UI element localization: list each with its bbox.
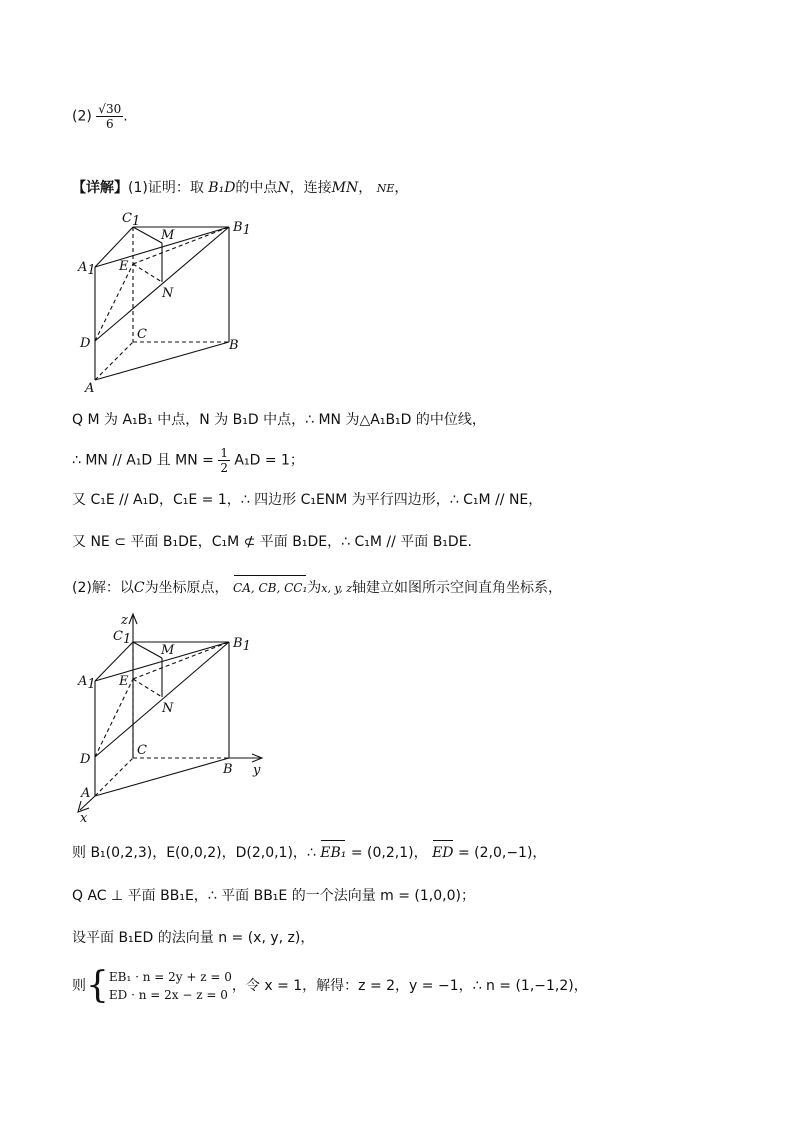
label-m-2: M (161, 643, 175, 658)
label-n: N (162, 286, 174, 301)
label-b: B (229, 338, 239, 353)
vector-eb1-value: = (0,2,1)， (350, 845, 428, 861)
coords-line (72, 843, 546, 863)
label-c: C (137, 327, 147, 342)
normal-m-line (72, 886, 475, 906)
axis-z-label: z (121, 613, 128, 628)
detail-text: (1)证明：取 (128, 180, 204, 196)
vector-ed: ED (432, 845, 454, 861)
equation-system (109, 968, 232, 1004)
axis-x-label: x (80, 811, 88, 825)
figure-prism-2 (70, 610, 280, 825)
label-m: M (161, 228, 175, 243)
part2-text-w: 为 (307, 580, 322, 596)
proof-line-2 (72, 446, 304, 475)
system-solution: ，令 x = 1，解得：z = 2，y = −1，∴ n = (1,−1,2)， (231, 978, 588, 994)
axes-xyz: x, y, z (321, 582, 353, 595)
math-mn: MN (331, 180, 359, 196)
proof-text-3: 又 C₁E // A₁D，C₁E = 1，∴ 四边形 C₁ENM 为平行四边形，∴ C₁M // NE， (72, 492, 543, 508)
proof-line-4 (72, 532, 472, 552)
system-line (72, 965, 588, 1006)
normal-n-line (72, 928, 314, 948)
equation-2: ED · n = 2x − z = 0 (108, 988, 228, 1002)
part2-text-b: 为坐标原点， (144, 580, 229, 596)
axis-y-label: y (253, 763, 261, 778)
answer-label: (2) (72, 108, 92, 125)
detail-intro (72, 178, 408, 199)
math-c: C (133, 580, 145, 596)
half-fraction (218, 446, 230, 475)
detail-text-conn: ，连接 (289, 180, 332, 196)
comma: ， (358, 180, 373, 196)
answer-2 (72, 102, 128, 131)
proof-text-1: Q M 为 A₁B₁ 中点，N 为 B₁D 中点，∴ MN 为△A₁B₁D 的中位线， (72, 412, 486, 428)
label-a1: A1 (78, 260, 96, 278)
label-c1-2: C1 (113, 629, 132, 647)
label-b1: B1 (233, 220, 251, 238)
fraction-numerator: √30 (98, 102, 122, 116)
proof-line-1 (72, 410, 486, 430)
basis-vectors: CA, CB, CC₁ (233, 578, 307, 598)
vector-ed-value: = (2,0,−1)， (457, 845, 547, 861)
math-ne: NE (376, 182, 395, 195)
label-n-2: N (162, 701, 174, 716)
detail-tag: 【详解】 (72, 180, 128, 196)
label-a-2: A (81, 786, 91, 801)
part2-intro (72, 578, 562, 599)
label-d: D (80, 336, 91, 351)
proof-text-4: 又 NE ⊂ 平面 B₁DE，C₁M ⊄ 平面 B₁DE，∴ C₁M // 平面 B₁DE. (72, 534, 472, 550)
label-a: A (85, 381, 95, 396)
math-n: N (277, 180, 290, 196)
system-brace: { (86, 965, 109, 1006)
label-d-2: D (80, 752, 91, 767)
answer-tail: . (123, 108, 128, 125)
normal-n-text: 设平面 B₁ED 的法向量 n = (x, y, z)， (72, 930, 315, 946)
figure-prism-1 (76, 208, 266, 398)
label-a1-2: A1 (78, 674, 96, 692)
proof-line-3 (72, 490, 542, 510)
normal-m-text: Q AC ⊥ 平面 BB₁E，∴ 平面 BB₁E 的一个法向量 m = (1,0,0)； (72, 888, 475, 904)
label-b-2: B (223, 762, 233, 777)
half-num: 1 (220, 446, 228, 460)
part2-text-e: 轴建立如图所示空间直角坐标系， (352, 580, 563, 596)
vector-eb1: EB₁ (320, 845, 347, 861)
fraction-denominator: 6 (105, 117, 114, 131)
label-c-2: C (137, 743, 147, 758)
equation-1: EB₁ · n = 2y + z = 0 (108, 970, 232, 984)
label-e-2: E (119, 674, 129, 689)
part2-text-a: (2)解：以 (72, 580, 134, 596)
label-e: E (119, 259, 129, 274)
detail-text-mid: 的中点 (235, 180, 278, 196)
half-den: 2 (220, 461, 228, 475)
proof-text-2a: ∴ MN // A₁D 且 MN = (72, 452, 214, 469)
label-c1: C1 (122, 211, 141, 229)
system-prefix: 则 (72, 978, 86, 994)
comma-end: ， (394, 180, 409, 196)
coords-text: 则 B₁(0,2,3)，E(0,0,2)，D(2,0,1)，∴ (72, 845, 316, 861)
math-b1d: B₁D (208, 180, 236, 196)
proof-text-2b: A₁D = 1； (234, 452, 304, 469)
answer-fraction (96, 102, 123, 131)
label-b1-2: B1 (233, 636, 251, 654)
